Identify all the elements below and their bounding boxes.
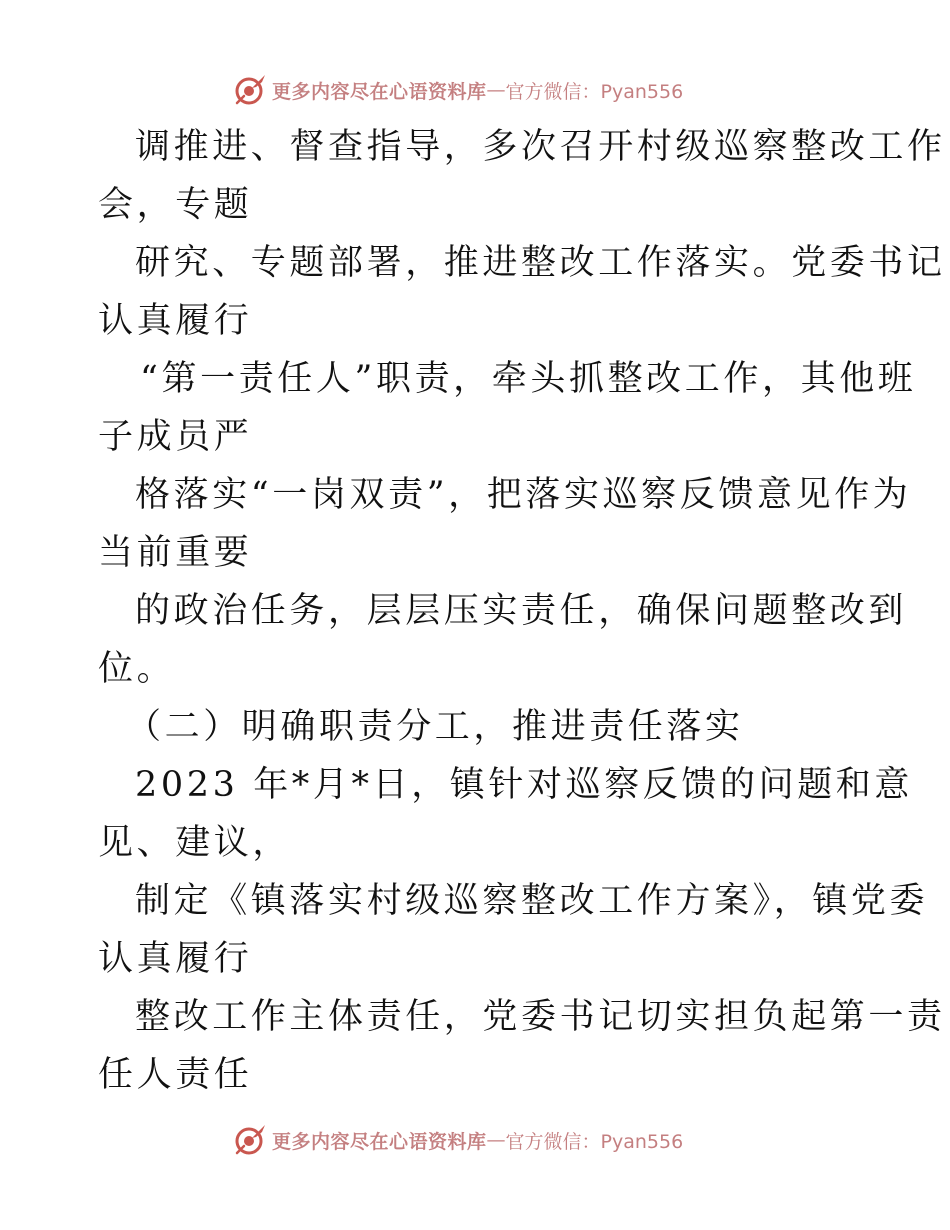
footer-brand-text: 更多内容尽在心语资料库 bbox=[272, 1130, 487, 1153]
text-line: 见、建议， bbox=[98, 823, 292, 863]
quill-logo-icon bbox=[232, 1122, 268, 1158]
text-line: 制定《镇落实村级巡察整改工作方案》，镇党委 bbox=[135, 881, 929, 921]
header-contact-text: 官方微信：Pyan556 bbox=[505, 80, 684, 103]
text-line: 当前重要 bbox=[98, 533, 253, 573]
text-line: 整改工作主体责任，党委书记切实担负起第一责 bbox=[135, 997, 946, 1037]
footer-watermark bbox=[232, 1120, 683, 1160]
text-line: 任人责任 bbox=[98, 1055, 253, 1095]
text-line: 子成员严 bbox=[98, 417, 253, 457]
text-line: 位。 bbox=[98, 649, 176, 689]
text-line: 的政治任务，层层压实责任，确保问题整改到 bbox=[135, 591, 908, 631]
header-brand-text: 更多内容尽在心语资料库 bbox=[272, 80, 487, 103]
text-line: 格落实“一岗双责”，把落实巡察反馈意见作为 bbox=[135, 475, 912, 515]
footer-contact-text: 官方微信：Pyan556 bbox=[505, 1130, 684, 1153]
text-line: 调推进、督查指导，多次召开村级巡察整改工作 bbox=[135, 127, 946, 167]
text-line: 2023 年*月*日，镇针对巡察反馈的问题和意 bbox=[135, 765, 913, 805]
section-heading: （二）明确职责分工，推进责任落实 bbox=[126, 707, 744, 747]
footer-separator: — bbox=[486, 1129, 506, 1151]
text-line: 会，专题 bbox=[98, 185, 253, 225]
text-line: 认真履行 bbox=[98, 939, 253, 979]
text-line: “第一责任人”职责，牵头抓整改工作，其他班 bbox=[140, 359, 917, 399]
text-line: 认真履行 bbox=[98, 301, 253, 341]
text-line: 研究、专题部署，推进整改工作落实。党委书记 bbox=[135, 243, 946, 283]
header-separator: — bbox=[486, 79, 506, 101]
